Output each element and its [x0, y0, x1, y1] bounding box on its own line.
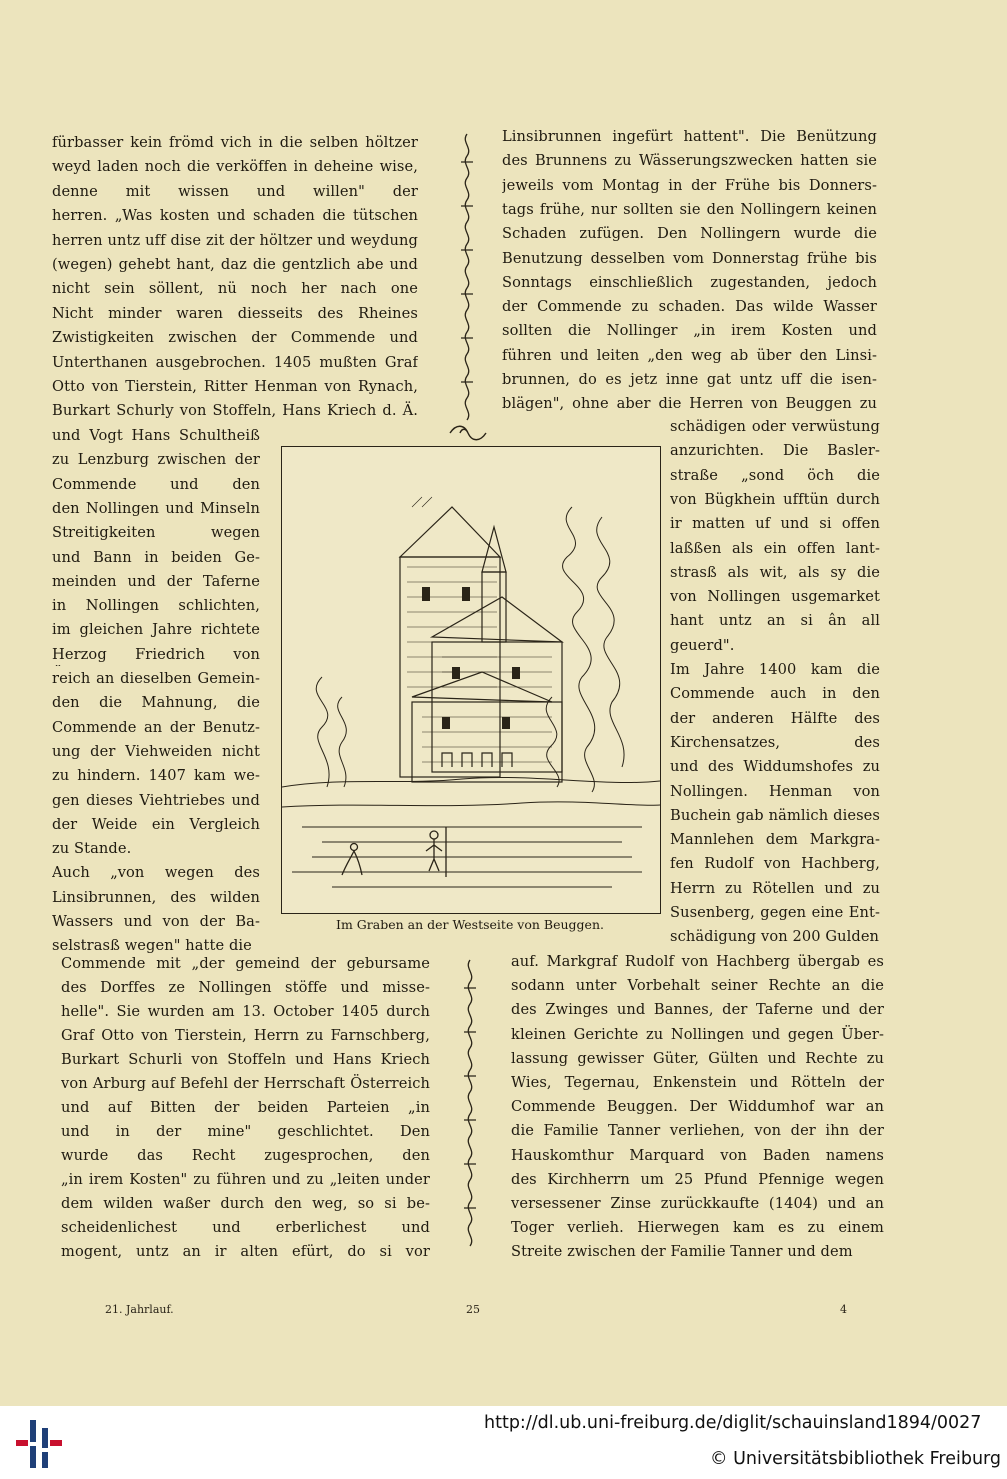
text-line: Commende Beuggen. Der Widdumhof war an — [511, 1098, 884, 1116]
text-line: von Nollingen usgemarket — [670, 588, 880, 606]
text-line: helle". Sie wurden am 13. October 1405 durch — [61, 1003, 430, 1020]
text-line: Zwistigkeiten zwischen der Commende und — [52, 329, 418, 347]
text-line: Toger verlieh. Hierwegen kam es zu einem — [511, 1219, 884, 1237]
text-line: Schaden zufügen. Den Nollingern wurde die — [502, 225, 877, 243]
text-line: Kirchensatzes, des — [670, 733, 880, 751]
text-line: Linsibrunnen, des wilden — [52, 888, 260, 906]
text-line: hant untz an si ân all — [670, 612, 880, 630]
text-line: kleinen Gerichte zu Nollingen und gegen Über- — [511, 1025, 884, 1043]
footer-signature: 4 — [840, 1303, 847, 1316]
figure-caption: Im Graben an der Westseite von Beuggen. — [336, 917, 604, 932]
text-line: Wassers und von der Ba- — [52, 913, 260, 930]
text-line: Graf Otto von Tierstein, Herrn zu Farnschberg, — [61, 1027, 430, 1044]
text-line: die Familie Tanner verliehen, von der ihn der — [511, 1122, 884, 1140]
text-line: Commende an der Benutz- — [52, 718, 260, 736]
scroll-flourish-icon — [448, 422, 488, 444]
text-line: „in irem Kosten" zu führen und zu „leiten under — [61, 1171, 430, 1188]
text-line: Nicht minder waren diesseits des Rheines — [52, 304, 418, 322]
text-line: Buchein gab nämlich dieses — [670, 806, 880, 824]
text-line: Burkart Schurli von Stoffeln und Hans Kriech — [61, 1051, 430, 1068]
copyright-notice: © Universitätsbibliothek Freiburg — [710, 1449, 1002, 1469]
text-line: und in der mine" geschlichtet. Den — [61, 1123, 430, 1140]
text-line: den die Mahnung, die — [52, 694, 260, 712]
text-line: scheidenlichest und erberlichest und — [61, 1219, 430, 1236]
text-line: Streite zwischen der Familie Tanner und dem — [511, 1243, 853, 1261]
text-line: laßßen als ein offen lant- — [670, 539, 880, 557]
text-line: Susenberg, gegen eine Ent- — [670, 904, 880, 921]
decorative-ornament-bottom — [461, 958, 479, 1258]
text-line: Mannlehen dem Markgra- — [670, 831, 880, 849]
text-line: zu Lenzburg zwischen der — [52, 451, 260, 469]
text-line: wurde das Recht zugesprochen, den — [61, 1147, 430, 1164]
text-line: jeweils vom Montag in der Frühe bis Donners- — [502, 176, 877, 194]
text-line: fen Rudolf von Hachberg, — [670, 855, 880, 873]
text-line: anzurichten. Die Basler- — [670, 442, 880, 460]
text-line: Benutzung desselben vom Donnerstag frühe bis — [502, 249, 877, 267]
text-line: und des Widdumshofes zu — [670, 758, 880, 776]
text-line: nicht sein söllent, nü noch her nach one — [52, 280, 418, 298]
text-line: herren. „Was kosten und schaden die tütschen — [52, 207, 418, 225]
text-line: Wies, Tegernau, Enkenstein und Rötteln der — [511, 1074, 884, 1091]
text-line: in Nollingen schlichten, — [52, 597, 260, 615]
text-line: tags frühe, nur sollten sie den Nollingern keinen — [502, 200, 877, 218]
text-line: Linsibrunnen ingefürt hattent". Die Benützung — [502, 128, 877, 145]
text-line: Commende auch in den — [670, 685, 880, 703]
text-line: selstrasß wegen" hatte die — [52, 937, 252, 955]
text-line: Im Jahre 1400 kam die — [670, 661, 880, 678]
text-line: Unterthanen ausgebrochen. 1405 mußten Graf — [52, 353, 418, 371]
ornament-scroll — [448, 422, 488, 444]
library-logo — [14, 1416, 64, 1470]
decorative-ornament-top — [458, 132, 476, 422]
text-line: schädigen oder verwüstung — [670, 418, 880, 435]
text-line: der Commende zu schaden. Das wilde Wasser — [502, 298, 877, 316]
text-line: Commende mit „der gemeind der gebursame — [61, 955, 430, 972]
text-line: zu Stande. — [52, 840, 132, 858]
text-line: und auf Bitten der beiden Parteien „in — [61, 1099, 430, 1116]
text-line: Commende und den — [52, 475, 260, 493]
text-line: ung der Viehweiden nicht — [52, 742, 260, 760]
text-line: des Zwinges und Bannes, der Taferne und der — [511, 1001, 884, 1019]
text-line: ir matten uf und si offen — [670, 515, 880, 533]
text-line: Nollingen. Henman von — [670, 782, 880, 800]
text-line: brunnen, do es jetz inne gat untz uff die isen- — [502, 371, 877, 388]
text-line: Streitigkeiten wegen — [52, 524, 260, 542]
ornament-vine-icon — [461, 958, 479, 1258]
text-line: straße „sond öch die — [670, 466, 880, 484]
page-url-link[interactable]: http://dl.ub.uni-freiburg.de/diglit/schauinsland1894/0027 — [484, 1413, 982, 1433]
text-line: im gleichen Jahre richtete — [52, 621, 260, 639]
text-line: zu hindern. 1407 kam we- — [52, 767, 260, 785]
text-line: Sonntags einschließlich zugestanden, jedoch — [502, 273, 877, 291]
castle-engraving-icon — [282, 447, 660, 913]
footer-volume: 21. Jahrlauf. — [105, 1303, 174, 1316]
text-line: meinden und der Taferne — [52, 572, 260, 590]
text-line: mogent, untz an ir alten efürt, do si vor — [61, 1243, 430, 1260]
text-line: lassung gewisser Güter, Gülten und Rechte zu — [511, 1049, 884, 1067]
text-line: der anderen Hälfte des — [670, 709, 880, 727]
text-line: reich an dieselben Gemein- — [52, 670, 260, 687]
text-line: sollten die Nollinger „in irem Kosten und — [502, 322, 877, 340]
text-line: des Kirchherrn um 25 Pfund Pfennige wegen — [511, 1170, 884, 1188]
text-line: weyd laden noch die verköffen in deheine wise, — [52, 158, 418, 176]
text-line: der Weide ein Vergleich — [52, 815, 260, 833]
text-line: blägen", ohne aber die Herren von Beuggen zu — [502, 395, 877, 413]
text-line: führen und leiten „den weg ab über den Linsi- — [502, 346, 877, 364]
text-line: geuerd". — [670, 636, 735, 654]
text-line: Hauskomthur Marquard von Baden namens — [511, 1146, 884, 1164]
text-line: versessener Zinse zurückkaufte (1404) und an — [511, 1195, 884, 1212]
text-line: schädigung von 200 Gulden — [670, 928, 880, 946]
text-line: Burkart Schurly von Stoffeln, Hans Kriech d. Ä. — [52, 402, 418, 420]
text-line: des Dorffes ze Nollingen stöffe und misse- — [61, 979, 430, 996]
text-line: fürbasser kein frömd vich in die selben höltzer — [52, 134, 418, 151]
text-line: auf. Markgraf Rudolf von Hachberg übergab es — [511, 953, 884, 970]
text-line: Herzog Friedrich von — [52, 645, 260, 663]
text-line: und Vogt Hans Schultheiß — [52, 427, 260, 444]
text-line: und Bann in beiden Ge- — [52, 548, 260, 566]
text-line: dem wilden waßer durch den weg, so si be- — [61, 1195, 430, 1212]
text-line: von Bügkhein ufftün durch — [670, 490, 880, 508]
text-line: des Brunnens zu Wässerungszwecken hatten sie — [502, 152, 877, 170]
text-line: von Arburg auf Befehl der Herrschaft Österreich — [61, 1075, 430, 1092]
ub-freiburg-logo-icon — [14, 1416, 64, 1470]
text-line: herren untz uff dise zit der höltzer und weydung — [52, 231, 418, 249]
text-line: Otto von Tierstein, Ritter Henman von Rynach, — [52, 378, 418, 395]
text-line: (wegen) gehebt hant, daz die gentzlich abe und — [52, 256, 418, 273]
footer-page-number: 25 — [466, 1303, 480, 1316]
text-line: sodann unter Vorbehalt seiner Rechte an die — [511, 977, 884, 995]
text-line: den Nollingen und Minseln — [52, 499, 260, 517]
text-line: denne mit wissen und willen" der — [52, 182, 418, 200]
illustration-castle-beuggen — [281, 446, 661, 914]
text-line: gen dieses Viehtriebes und — [52, 791, 260, 809]
text-line: strasß als wit, als sy die — [670, 563, 880, 581]
text-line: Auch „von wegen des — [52, 864, 260, 882]
text-line: Herrn zu Rötellen und zu — [670, 879, 880, 897]
ornament-vine-icon — [458, 132, 476, 422]
